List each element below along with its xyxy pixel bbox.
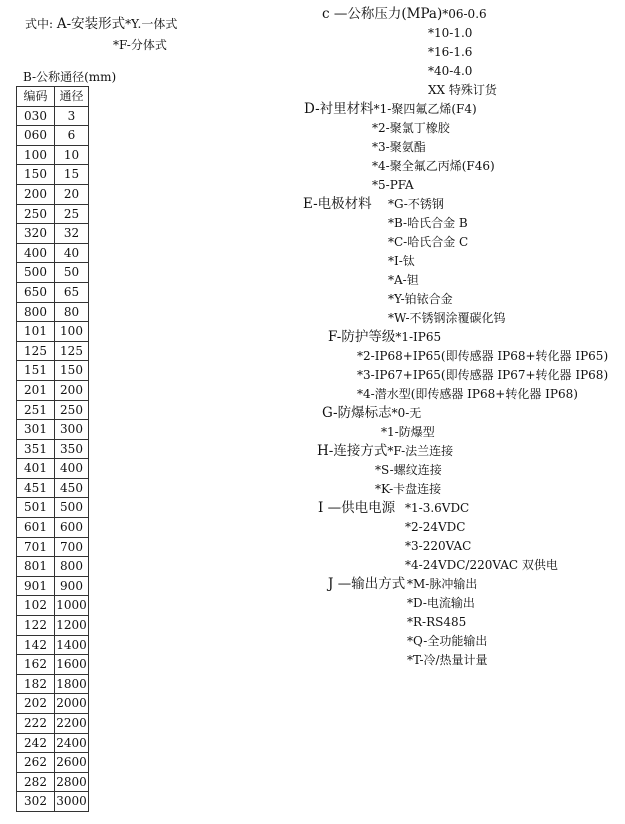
option-item: *5-PFA: [372, 178, 414, 192]
table-row: [17, 616, 89, 636]
option-item: *0-无: [391, 406, 422, 420]
diameter-table-title: B-公称通径(mm): [23, 70, 117, 84]
table-row: [17, 439, 89, 459]
code-cell: 030: [17, 106, 55, 126]
formula-intro: [25, 12, 177, 56]
code-cell: 201: [17, 380, 55, 400]
section-first-line: [304, 100, 625, 119]
diameter-cell: 1600: [55, 655, 89, 675]
table-row: [17, 537, 89, 557]
table-row: [17, 224, 89, 244]
diameter-cell: 2400: [55, 733, 89, 753]
option-item: *G-不锈钢: [388, 197, 444, 211]
option-item: *2-24VDC: [405, 520, 466, 534]
option-item: *4-聚全氟乙丙烯(F46): [372, 159, 495, 173]
table-row: [17, 459, 89, 479]
section-label: F-防护等级: [328, 329, 396, 345]
option-item: *K-卡盘连接: [375, 482, 442, 496]
option-item: *1-聚四氟乙烯(F4): [373, 102, 477, 116]
diameter-cell: 65: [55, 282, 89, 302]
code-cell: 800: [17, 302, 55, 322]
code-cell: 101: [17, 322, 55, 342]
table-row: [17, 635, 89, 655]
table-row: [17, 498, 89, 518]
section-label: H-连接方式: [317, 443, 388, 459]
option-item: *R-RS485: [407, 615, 467, 629]
code-cell: 125: [17, 341, 55, 361]
diameter-cell: 800: [55, 557, 89, 577]
section-f: [303, 328, 625, 404]
code-cell: 100: [17, 145, 55, 165]
option-item: *Y-铂铱合金: [388, 292, 453, 306]
option-item: *3-IP67+IP65(即传感器 IP67+转化器 IP68): [357, 368, 609, 382]
table-row: [17, 772, 89, 792]
diameter-cell: 1400: [55, 635, 89, 655]
code-cell: 242: [17, 733, 55, 753]
section-first-line: [328, 328, 625, 347]
option-item: *1-防爆型: [381, 425, 435, 439]
code-cell: 262: [17, 753, 55, 773]
diameter-cell: 900: [55, 576, 89, 596]
table-row: [17, 380, 89, 400]
table-row: [17, 576, 89, 596]
option-item: *2-IP68+IP65(即传感器 IP68+转化器 IP65): [357, 349, 609, 363]
code-cell: 302: [17, 792, 55, 812]
code-cell: 060: [17, 126, 55, 146]
install-type-option-2: *F-分体式: [113, 38, 167, 52]
section-first-line: [322, 404, 625, 423]
option-item: *S-螺纹连接: [375, 463, 442, 477]
section-label: E-电极材料: [303, 196, 372, 212]
section-label: G-防爆标志: [322, 405, 392, 421]
diameter-cell: 40: [55, 243, 89, 263]
code-cell: 222: [17, 714, 55, 734]
table-row: [17, 478, 89, 498]
code-cell: 122: [17, 616, 55, 636]
diameter-cell: 450: [55, 478, 89, 498]
code-cell: 182: [17, 674, 55, 694]
diameter-cell: 100: [55, 322, 89, 342]
code-cell: 451: [17, 478, 55, 498]
table-row: [17, 145, 89, 165]
diameter-cell: 10: [55, 145, 89, 165]
table-row: [17, 400, 89, 420]
option-item: *40-4.0: [428, 64, 473, 78]
section-first-line: [303, 195, 625, 214]
intro-line-1: [25, 12, 177, 35]
diameter-table: [16, 86, 89, 812]
table-header-row: [17, 87, 89, 107]
table-row: [17, 341, 89, 361]
table-row: [17, 792, 89, 812]
code-cell: 282: [17, 772, 55, 792]
table-row: [17, 302, 89, 322]
diameter-table-body: [17, 87, 89, 812]
code-cell: 251: [17, 400, 55, 420]
diameter-cell: 700: [55, 537, 89, 557]
table-row: [17, 420, 89, 440]
spec-sections: [303, 5, 625, 670]
diameter-cell: 80: [55, 302, 89, 322]
section-first-line: [322, 5, 625, 24]
diameter-cell: 2600: [55, 753, 89, 773]
option-item: *4-潜水型(即传感器 IP68+转化器 IP68): [357, 387, 578, 401]
table-row: [17, 518, 89, 538]
section-g: [303, 404, 625, 442]
diameter-cell: 150: [55, 361, 89, 381]
option-item: *W-不锈钢涂覆碳化钨: [388, 311, 506, 325]
table-row: [17, 557, 89, 577]
diameter-cell: 400: [55, 459, 89, 479]
diameter-cell: 2000: [55, 694, 89, 714]
code-cell: 150: [17, 165, 55, 185]
table-row: [17, 753, 89, 773]
table-row: [17, 106, 89, 126]
table-row: [17, 184, 89, 204]
table-row: [17, 165, 89, 185]
option-item: *4-24VDC/220VAC 双供电: [405, 558, 558, 572]
section-h: [303, 442, 625, 499]
section-j: [303, 575, 625, 670]
option-item: *16-1.6: [428, 45, 473, 59]
table-row: [17, 596, 89, 616]
diameter-cell: 6: [55, 126, 89, 146]
section-d: [303, 100, 625, 195]
code-cell: 601: [17, 518, 55, 538]
diameter-cell: 32: [55, 224, 89, 244]
code-cell: 162: [17, 655, 55, 675]
option-item: *B-哈氏合金 B: [388, 216, 468, 230]
code-cell: 901: [17, 576, 55, 596]
code-cell: 142: [17, 635, 55, 655]
code-cell: 650: [17, 282, 55, 302]
option-item: *F-法兰连接: [387, 444, 454, 458]
option-item: XX 特殊订货: [428, 83, 497, 97]
option-item: *3-聚氨酯: [372, 140, 426, 154]
table-row: [17, 674, 89, 694]
section-e: [303, 195, 625, 328]
option-item: *I-钛: [388, 254, 415, 268]
section-first-line: [317, 442, 625, 461]
diameter-cell: 200: [55, 380, 89, 400]
code-cell: 301: [17, 420, 55, 440]
table-row: [17, 361, 89, 381]
option-item: *10-1.0: [428, 26, 473, 40]
table-row: [17, 263, 89, 283]
table-row: [17, 655, 89, 675]
option-item: *Q-全功能输出: [407, 634, 488, 648]
code-cell: 351: [17, 439, 55, 459]
table-row: [17, 733, 89, 753]
option-item: *D-电流输出: [407, 596, 475, 610]
section-label: D-衬里材料: [304, 101, 374, 117]
section-first-line: [318, 499, 625, 518]
diameter-cell: 3: [55, 106, 89, 126]
option-item: *1-IP65: [395, 330, 442, 344]
section-label: c —公称压力(MPa): [322, 6, 443, 22]
option-item: *2-聚氯丁橡胶: [372, 121, 450, 135]
code-cell: 701: [17, 537, 55, 557]
diameter-cell: 300: [55, 420, 89, 440]
intro-prefix: 式中:: [25, 17, 57, 31]
column-header: 通径: [55, 87, 89, 107]
section-label: I —供电电源: [318, 500, 396, 516]
option-item: *M-脉冲输出: [407, 577, 478, 591]
diameter-cell: 2800: [55, 772, 89, 792]
table-row: [17, 694, 89, 714]
code-cell: 500: [17, 263, 55, 283]
option-item: *06-0.6: [442, 7, 487, 21]
code-cell: 501: [17, 498, 55, 518]
diameter-cell: 350: [55, 439, 89, 459]
section-first-line: [328, 575, 625, 594]
diameter-cell: 15: [55, 165, 89, 185]
option-item: *A-钽: [388, 273, 419, 287]
diameter-cell: 500: [55, 498, 89, 518]
table-row: [17, 243, 89, 263]
column-header: 编码: [17, 87, 55, 107]
code-cell: 151: [17, 361, 55, 381]
table-row: [17, 126, 89, 146]
table-row: [17, 204, 89, 224]
code-cell: 401: [17, 459, 55, 479]
diameter-cell: 2200: [55, 714, 89, 734]
diameter-cell: 50: [55, 263, 89, 283]
code-cell: 202: [17, 694, 55, 714]
diameter-cell: 20: [55, 184, 89, 204]
diameter-cell: 25: [55, 204, 89, 224]
option-item: *1-3.6VDC: [405, 501, 470, 515]
section-c: [303, 5, 625, 100]
install-type-option-1: *Y.一体式: [125, 17, 178, 31]
diameter-cell: 250: [55, 400, 89, 420]
code-cell: 801: [17, 557, 55, 577]
diameter-cell: 600: [55, 518, 89, 538]
code-cell: 250: [17, 204, 55, 224]
section-i: [303, 499, 625, 575]
diameter-cell: 3000: [55, 792, 89, 812]
option-item: *T-冷/热量计量: [407, 653, 488, 667]
option-item: *C-哈氏合金 C: [388, 235, 469, 249]
code-cell: 400: [17, 243, 55, 263]
diameter-cell: 1200: [55, 616, 89, 636]
table-row: [17, 322, 89, 342]
table-row: [17, 714, 89, 734]
code-cell: 320: [17, 224, 55, 244]
option-item: *3-220VAC: [405, 539, 472, 553]
diameter-cell: 125: [55, 341, 89, 361]
code-cell: 200: [17, 184, 55, 204]
code-cell: 102: [17, 596, 55, 616]
section-label: J —输出方式: [328, 576, 406, 592]
diameter-cell: 1000: [55, 596, 89, 616]
diameter-cell: 1800: [55, 674, 89, 694]
table-row: [17, 282, 89, 302]
install-type-label: A-安装形式: [56, 16, 126, 32]
